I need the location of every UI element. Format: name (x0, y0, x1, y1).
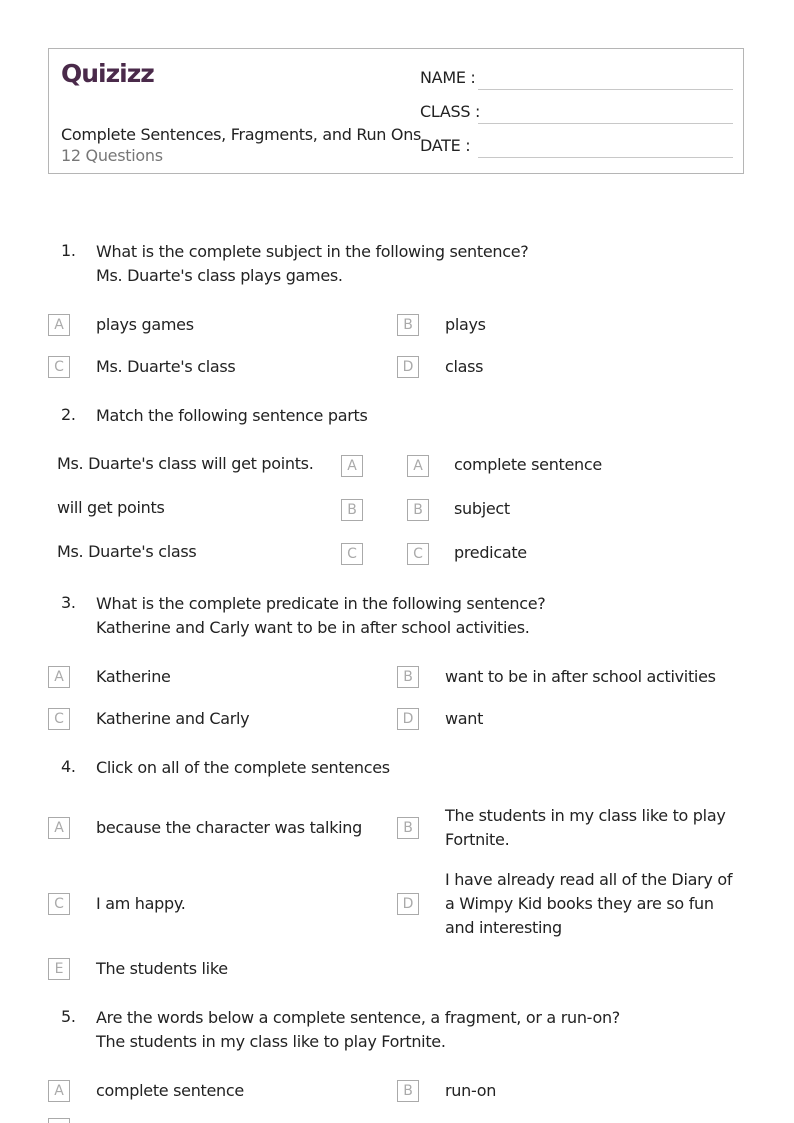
match-left-box-b[interactable]: B (341, 499, 363, 521)
option-box-b[interactable]: B (397, 1080, 419, 1102)
match-right-box-c[interactable]: C (407, 543, 429, 565)
option-text-c: Ms. Duarte's class (96, 357, 236, 376)
match-left-box-c[interactable]: C (341, 543, 363, 565)
match-left-item: will get points (57, 498, 165, 517)
name-label: NAME : (420, 68, 476, 87)
match-left-item: Ms. Duarte's class (57, 542, 197, 561)
option-text-a: complete sentence (96, 1081, 244, 1100)
option-text-a: plays games (96, 315, 194, 334)
option-text-a: because the character was talking (96, 818, 362, 837)
option-box-a[interactable]: A (48, 314, 70, 336)
option-text-a: Katherine (96, 667, 171, 686)
name-field[interactable] (478, 89, 733, 90)
option-text-e: The students like (96, 959, 228, 978)
option-text-b: want to be in after school activities (445, 667, 716, 686)
match-left-box-a[interactable]: A (341, 455, 363, 477)
question-number: 5. (61, 1007, 76, 1026)
option-text-d: class (445, 357, 484, 376)
question-prompt: Match the following sentence parts (96, 406, 368, 425)
match-right-box-b[interactable]: B (407, 499, 429, 521)
question-sentence: The students in my class like to play Fortnite. (96, 1032, 446, 1051)
option-text-c: I am happy. (96, 894, 186, 913)
question-sentence: Katherine and Carly want to be in after school activities. (96, 618, 530, 637)
match-right-item: complete sentence (454, 455, 602, 474)
option-text-b: run-on (445, 1081, 497, 1100)
option-text-b: The students in my class like to play Fortnite. (445, 806, 726, 849)
class-label: CLASS : (420, 102, 481, 121)
option-box-b[interactable]: B (397, 314, 419, 336)
option-box-c[interactable]: C (48, 356, 70, 378)
question-prompt: What is the complete predicate in the following sentence? (96, 594, 546, 613)
match-right-box-a[interactable]: A (407, 455, 429, 477)
worksheet-title: Complete Sentences, Fragments, and Run Ons (61, 125, 422, 144)
worksheet-header (48, 48, 744, 174)
option-box-d[interactable]: D (397, 893, 419, 915)
question-prompt: Click on all of the complete sentences (96, 758, 390, 777)
option-text-d: I have already read all of the Diary of a Wimpy Kid books they are so fun and interesting (445, 870, 733, 937)
question-count: 12 Questions (61, 146, 163, 165)
match-left-item: Ms. Duarte's class will get points. (57, 454, 314, 473)
option-box-c-partial[interactable] (48, 1118, 70, 1123)
option-box-b[interactable]: B (397, 666, 419, 688)
question-number: 2. (61, 405, 76, 424)
question-number: 1. (61, 241, 76, 260)
option-text-c: Katherine and Carly (96, 709, 250, 728)
match-right-item: subject (454, 499, 510, 518)
option-box-c[interactable]: C (48, 893, 70, 915)
match-right-item: predicate (454, 543, 527, 562)
question-prompt: What is the complete subject in the following sentence? (96, 242, 529, 261)
option-box-a[interactable]: A (48, 817, 70, 839)
option-box-e[interactable]: E (48, 958, 70, 980)
option-box-d[interactable]: D (397, 708, 419, 730)
date-field[interactable] (478, 157, 733, 158)
date-label: DATE : (420, 136, 471, 155)
option-box-b[interactable]: B (397, 817, 419, 839)
quizizz-logo: Quizizz (61, 59, 154, 88)
option-text-d: want (445, 709, 484, 728)
option-box-a[interactable]: A (48, 1080, 70, 1102)
option-box-d[interactable]: D (397, 356, 419, 378)
option-box-a[interactable]: A (48, 666, 70, 688)
question-prompt: Are the words below a complete sentence, a fragment, or a run-on? (96, 1008, 620, 1027)
option-box-c[interactable]: C (48, 708, 70, 730)
question-sentence: Ms. Duarte's class plays games. (96, 266, 343, 285)
class-field[interactable] (478, 123, 733, 124)
question-number: 3. (61, 593, 76, 612)
option-text-b: plays (445, 315, 486, 334)
question-number: 4. (61, 757, 76, 776)
